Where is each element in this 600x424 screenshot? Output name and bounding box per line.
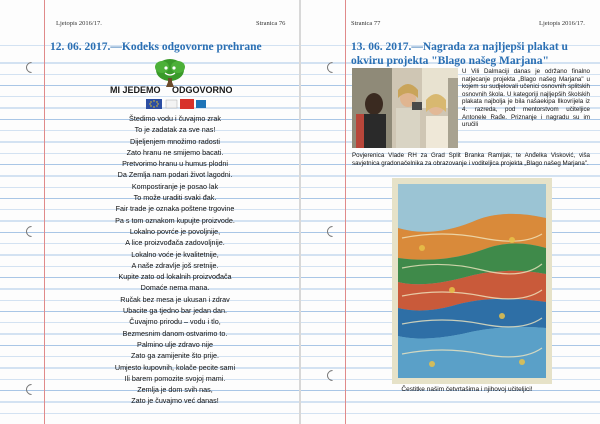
binder-hole	[325, 224, 341, 240]
poem-line: Lokalno voće je kvalitetnije,	[131, 249, 219, 259]
poster-painting	[392, 178, 552, 384]
binder-hole	[24, 60, 40, 76]
poem-line: To je zadatak za sve nas!	[134, 125, 216, 135]
poem-line: Zemlja je dom svih nas,	[137, 385, 213, 395]
left-page	[0, 0, 299, 424]
binder-hole	[325, 368, 341, 384]
poem-line: Pa s tom oznakom kupujte proizvode.	[115, 215, 235, 225]
poem-line: To može uraditi svaki đak.	[133, 193, 217, 203]
article-title: 13. 06. 2017.—Nagrada za najljepši plakat u okviru projekta "Blago našeg Marjana"	[351, 41, 568, 67]
poem-line: Pretvorimo hranu u humus plodni	[122, 159, 228, 169]
poem-line: Umjesto kupovnih, kolače pecite sami	[114, 362, 236, 372]
svg-text:MI JEDEMO: MI JEDEMO	[110, 85, 161, 95]
poem-line: Ubacite ga tjedno bar jedan dan.	[123, 306, 227, 316]
poem-line: Lokalno povrće je povoljnije,	[129, 226, 221, 236]
poem-line: Fair trade je oznaka poštene trgovine	[115, 204, 235, 214]
poem-line: A naše zdravlje još sretnije.	[131, 260, 219, 270]
page-number: Stranica 76	[256, 20, 286, 27]
poem-line: Ručak bez mesa je ukusan i zdrav	[120, 294, 230, 304]
poem-line: A lice proizvođača zadovoljnije.	[125, 238, 225, 248]
logo-mi-jedemo-odgovorno	[108, 58, 232, 112]
photo-caption: Čestitke našim četvrtašima i njihovoj učiteljici!	[401, 386, 533, 393]
poem-line: Zato je čuvajmo već danas!	[131, 396, 219, 406]
poem-line: Palmino ulje zdravo nije	[137, 339, 213, 349]
page-header-right: Ljetopis 2016/17.	[539, 20, 585, 27]
margin-line	[44, 0, 45, 424]
binder-hole	[24, 382, 40, 398]
page-number: Stranica 77	[351, 20, 381, 27]
poem-line: Kompostiranje je posao lak	[131, 181, 219, 191]
poem-line: Da Zemlja nam podari život lagodni.	[117, 170, 233, 180]
tree-logo-icon	[108, 58, 232, 112]
margin-line	[345, 0, 346, 424]
article-title: 12. 06. 2017.—Kodeks odgovorne prehrane	[50, 41, 262, 53]
binder-hole	[325, 60, 341, 76]
poem-line: Zato ga zamijenite što prije.	[131, 351, 219, 361]
award-photo	[352, 68, 458, 148]
poem-text	[60, 113, 290, 407]
poem-line: Bezmesnim danom ostvarimo to.	[122, 328, 228, 338]
article-paragraph: Povjerenica Vlade RH za Grad Split Branka Ramljak, te Anđelka Visković, viša savjetnica gradonačelnika za obrazovanje i voditeljica projekta „Blago našeg Marjana".	[352, 152, 590, 167]
poem-line: Domaće nema mana.	[140, 283, 210, 293]
poem-line: Kupite zato od lokalnih proizvođača	[118, 272, 232, 282]
page-header-left: Ljetopis 2016/17.	[56, 20, 102, 27]
poem-line: Čuvajmo prirodu – vodu i tlo,	[129, 317, 221, 327]
poem-line: Dijeljenjem množimo radosti	[130, 136, 220, 146]
article-paragraph: U Vili Dalmaciji danas je održano finalno natjecanje projekta „Blago našeg Marjana" u kojem su sudjelovali učenici osnovnih splitskih osnovnih škola. U kategoriji najljepših školskih plakata najbolja je bila našaekipa Ilkovrijela iz 4. razreda, pod mentorstvom učiteljice Antonele Rađe. Priznanje i nagradu su im uručili	[462, 68, 590, 129]
binder-hole	[24, 224, 40, 240]
poem-line: Štedimo vodu i čuvajmo zrak	[129, 114, 221, 123]
poem-line: Ili barem pomozite svojoj mami.	[124, 373, 226, 383]
svg-text:ODGOVORNO!: ODGOVORNO!	[172, 85, 232, 95]
poem-line: Zato hranu ne smijemo bacati.	[126, 147, 224, 157]
